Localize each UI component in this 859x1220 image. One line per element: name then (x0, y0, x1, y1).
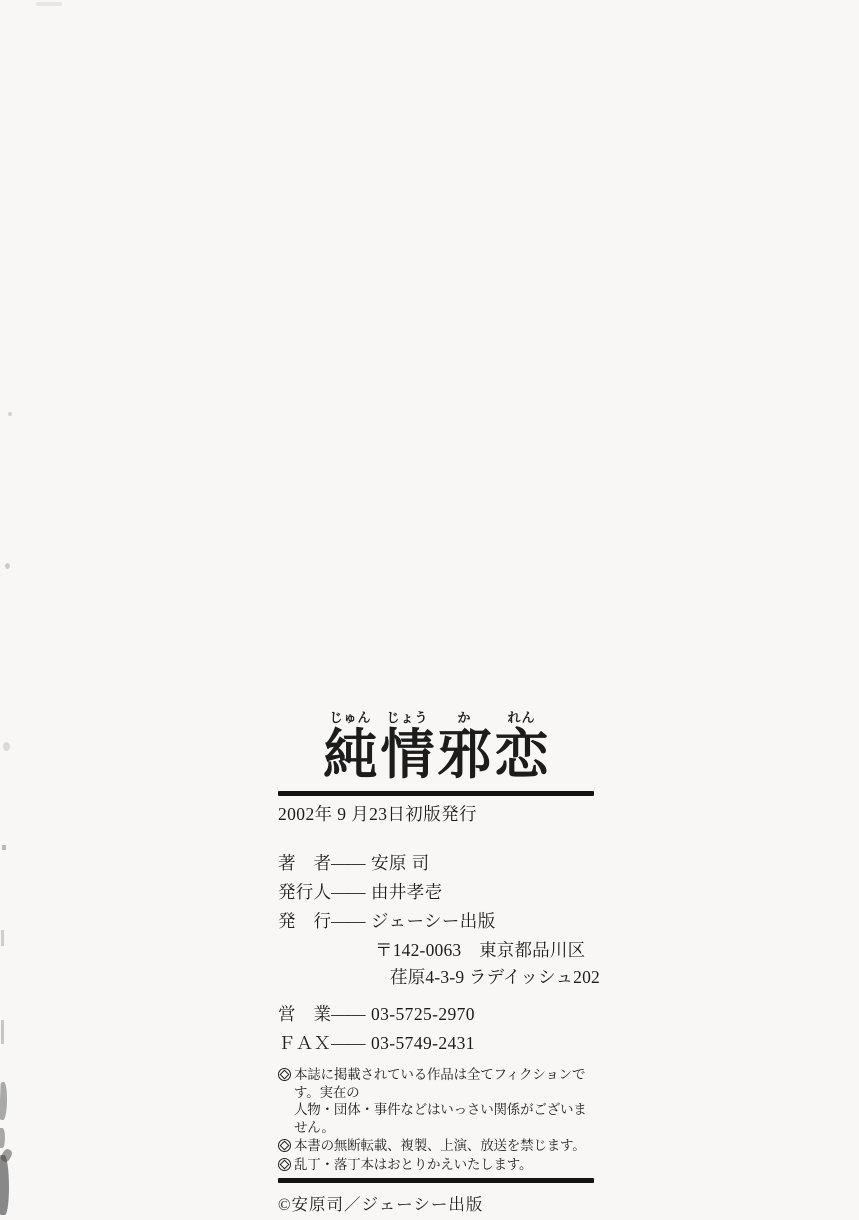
row-value: 03-5749-2431 (371, 1033, 475, 1053)
scan-artifact (36, 2, 62, 6)
title-char-column (379, 710, 436, 785)
title-kanji: 情 (380, 725, 435, 785)
publisher-address (375, 937, 601, 991)
row-value: 安原 司 (371, 853, 430, 873)
address-line-1: 〒142-0063 東京都品川区 (375, 940, 586, 960)
scan-artifact (0, 1148, 14, 1164)
diamond-circle-bullet-icon (278, 1158, 291, 1171)
publication-date: 2002年 9 月23日初版発行 (278, 804, 477, 824)
title-furigana: じゅん (329, 710, 372, 725)
title-kanji: 純 (323, 725, 378, 785)
scan-artifact (0, 1128, 5, 1148)
legal-notes (278, 1066, 594, 1173)
scan-artifact (5, 563, 10, 569)
issuer-row (278, 878, 594, 907)
title-furigana: れん (507, 710, 536, 725)
row-label: 発 行 (278, 911, 331, 931)
diamond-circle-bullet-icon (278, 1068, 291, 1081)
title-kanji: 邪 (437, 725, 492, 785)
reproduction-prohibition-note (278, 1137, 594, 1155)
scan-artifact (0, 1155, 9, 1215)
publication-rows (278, 849, 594, 936)
row-label: 著 者 (278, 853, 331, 873)
row-label: 営 業 (278, 1004, 331, 1024)
copyright-line: ©安原司／ジェーシー出版 (278, 1195, 484, 1214)
fax-row (278, 1029, 594, 1058)
title-kanji: 恋 (494, 725, 549, 785)
contact-rows (278, 1000, 594, 1058)
author-row (278, 849, 594, 878)
book-title (278, 710, 594, 785)
scan-artifact (1, 930, 4, 946)
sales-phone-row (278, 1000, 594, 1029)
title-furigana: じょう (386, 710, 429, 725)
address-line-2: 荏原4-3-9 ラデイッシュ202 (390, 967, 601, 987)
note-text (294, 1156, 532, 1174)
row-dash: —— (331, 882, 365, 902)
diamond-circle-bullet-icon (278, 1139, 291, 1152)
note-line: 本書の無断転載、複製、上演、放送を禁じます。 (294, 1138, 586, 1153)
row-dash: —— (331, 1033, 365, 1053)
note-line: 乱丁・落丁本はおとりかえいたします。 (294, 1156, 533, 1172)
defective-copy-note (278, 1156, 594, 1174)
title-underline-rule (278, 791, 594, 796)
row-label: ＦＡＸ (278, 1033, 331, 1053)
row-value: ジェーシー出版 (371, 911, 496, 931)
row-dash: —— (331, 911, 365, 931)
note-line: 人物・団体・事件などはいっさい関係がございません。 (294, 1102, 587, 1135)
colophon-content (278, 710, 601, 1215)
row-dash: —— (331, 853, 365, 873)
row-label: 発行人 (278, 882, 331, 902)
bottom-rule (278, 1178, 594, 1183)
title-char-column (436, 710, 493, 785)
scan-artifact (8, 412, 12, 416)
note-line: 本誌に掲載されている作品は全てフィクションです。実在の (294, 1067, 586, 1100)
row-value: 03-5725-2970 (371, 1004, 475, 1024)
fiction-disclaimer-note (278, 1066, 594, 1136)
scan-artifact (3, 742, 10, 751)
scan-artifact (1, 1020, 4, 1044)
row-dash: —— (331, 1004, 365, 1024)
row-value: 由井孝壱 (371, 882, 443, 902)
title-char-column (493, 710, 550, 785)
publisher-row (278, 907, 594, 936)
note-text (294, 1137, 586, 1155)
note-text (294, 1066, 594, 1136)
title-char-column (322, 710, 379, 785)
scan-artifact (0, 1082, 8, 1120)
scan-artifact (2, 845, 6, 850)
title-furigana: か (457, 710, 472, 725)
